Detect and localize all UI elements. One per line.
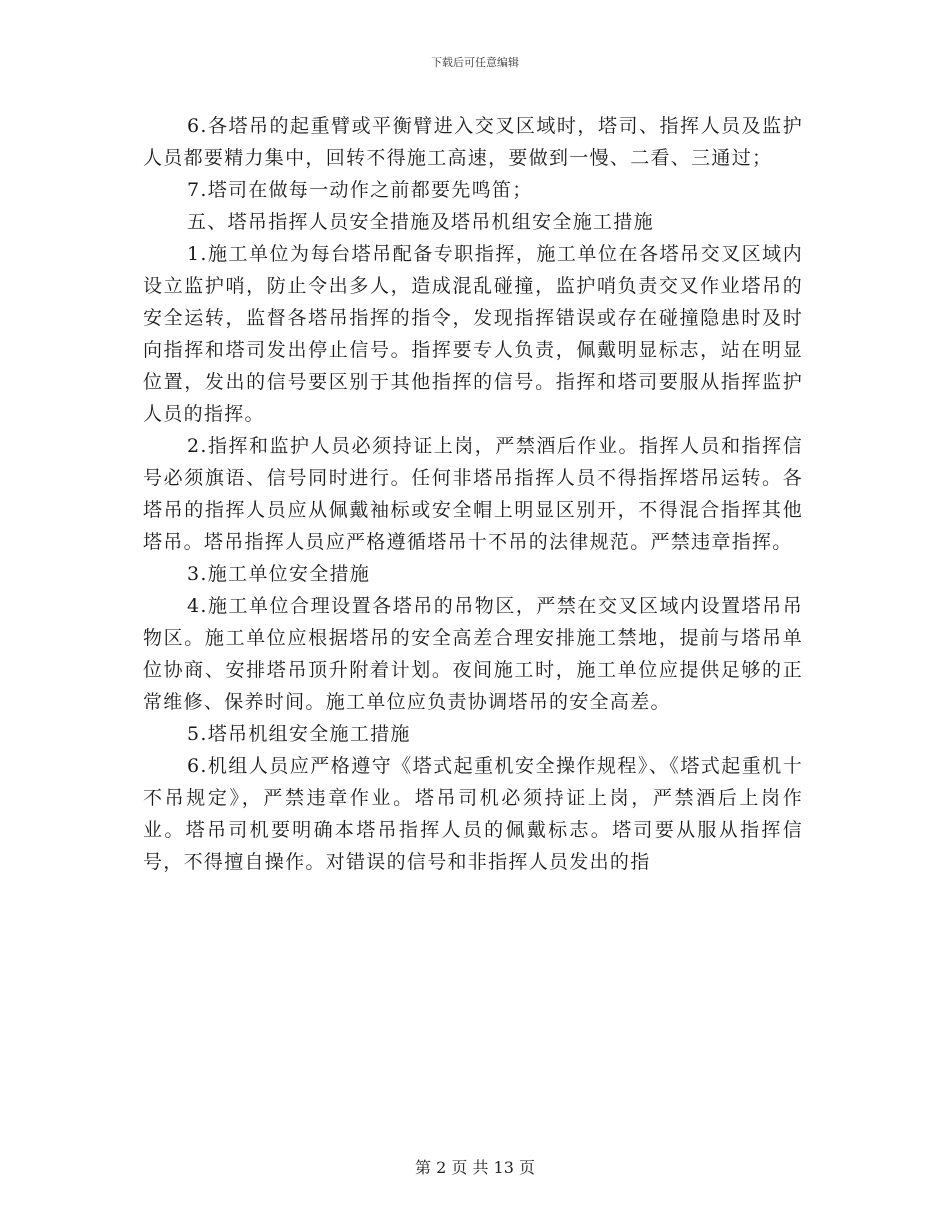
paragraph-4-lifting-zone: 4.施工单位合理设置各塔吊的吊物区，严禁在交叉区域内设置塔吊吊物区。施工单位应根据塔吊的安全高差合理安排施工禁地，提前与塔吊单位协商、安排塔吊顶升附着计划。夜间施工时，施工单位应提供足够的正常维修、保养时间。施工单位应负责协调塔吊的安全高差。 (143, 595, 803, 713)
page-number: 第 2 页 共 13 页 (415, 1158, 535, 1177)
page-header-note: 下载后可任意编辑 (431, 56, 519, 69)
paragraph-3-construction-measures: 3.施工单位安全措施 (187, 563, 371, 585)
paragraph-6-crew-rules: 6.机组人员应严格遵守《塔式起重机安全操作规程》、《塔式起重机十不吊规定》，严禁违章作业。塔吊司机必须持证上岗，严禁酒后上岗作业。塔吊司机要明确本塔吊指挥人员的佩戴标志。塔司要从服从指挥信号，不得擅自操作。对错误的信号和非指挥人员发出的指 (143, 755, 803, 873)
paragraph-7-horn: 7.塔司在做每一动作之前都要先鸣笛； (187, 179, 533, 201)
paragraph-2-certified-personnel: 2.指挥和监护人员必须持证上岗，严禁酒后作业。指挥人员和指挥信号必须旗语、信号同时进行。任何非塔吊指挥人员不得指挥塔吊运转。各塔吊的指挥人员应从佩戴袖标或安全帽上明显区别开，不得混合指挥其他塔吊。塔吊指挥人员应严格遵循塔吊十不吊的法律规范。严禁违章指挥。 (143, 435, 803, 553)
paragraph-6-crossing: 6.各塔吊的起重臂或平衡臂进入交叉区域时，塔司、指挥人员及监护人员都要精力集中，回转不得施工高速，要做到一慢、二看、三通过； (143, 115, 803, 169)
paragraph-5-crew-measures: 5.塔吊机组安全施工措施 (187, 723, 411, 745)
paragraph-1-dedicated-signaler: 1.施工单位为每台塔吊配备专职指挥，施工单位在各塔吊交叉区域内设立监护哨，防止令出多人，造成混乱碰撞，监护哨负责交叉作业塔吊的安全运转，监督各塔吊指挥的指令，发现指挥错误或存在碰撞隐患时及时向指挥和塔司发出停止信号。指挥要专人负责，佩戴明显标志，站在明显位置，发出的信号要区别于其他指挥的信号。指挥和塔司要服从指挥监护人员的指挥。 (143, 243, 803, 425)
document-body (143, 110, 803, 878)
section-heading-five: 五、塔吊指挥人员安全措施及塔吊机组安全施工措施 (187, 211, 654, 233)
